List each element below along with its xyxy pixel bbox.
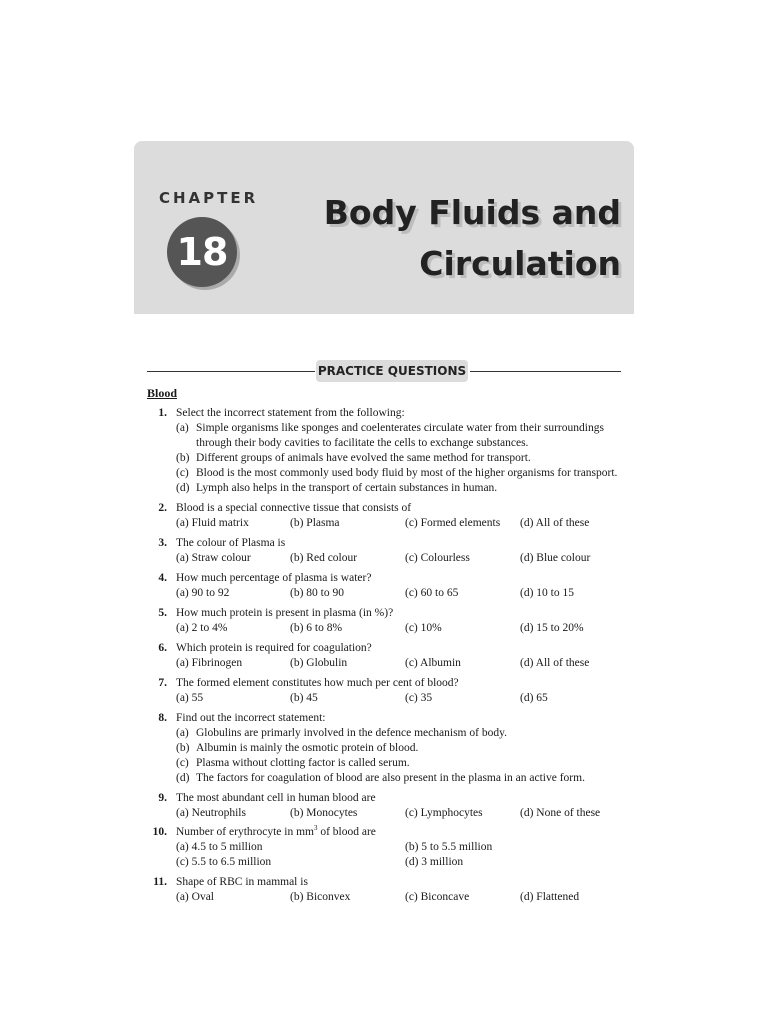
option-label: (d) xyxy=(520,807,534,819)
option-c xyxy=(405,691,432,706)
option-label: (c) xyxy=(405,552,418,564)
question-number: 3. xyxy=(158,537,167,549)
option-label: (c) xyxy=(176,467,189,479)
option-b xyxy=(290,806,357,821)
option-label: (b) xyxy=(290,657,304,669)
option-label: (b) xyxy=(290,622,304,634)
chapter-number: 18 xyxy=(176,230,228,274)
option-label: (c) xyxy=(405,517,418,529)
question-stem xyxy=(176,825,376,840)
option-text: The factors for coagulation of blood are also present in the plasma in an active form. xyxy=(196,772,585,784)
option-label: (d) xyxy=(176,772,190,784)
option-label: (b) xyxy=(290,891,304,903)
option-label: (a) xyxy=(176,727,189,739)
question-stem: How much protein is present in plasma (in %)? xyxy=(176,607,394,619)
option-label: (c) xyxy=(176,856,189,868)
banner-rule-left xyxy=(147,371,315,372)
question-number: 8. xyxy=(158,712,167,724)
option-a xyxy=(176,586,229,601)
option-b xyxy=(290,656,347,671)
option-b xyxy=(290,890,350,905)
option-c xyxy=(405,656,461,671)
option-b xyxy=(290,586,344,601)
option-label: (a) xyxy=(176,657,189,669)
banner-rule-right xyxy=(470,371,621,372)
option-text: Fibrinogen xyxy=(191,657,243,669)
option-text: Lymph also helps in the transport of certain substances in human. xyxy=(196,482,498,494)
option-text: Biconvex xyxy=(306,891,351,903)
option-text: 35 xyxy=(420,692,433,704)
option-b xyxy=(405,840,492,855)
option-a xyxy=(176,656,242,671)
section-heading: Blood xyxy=(147,386,178,400)
option-label: (b) xyxy=(176,742,190,754)
option-label: (d) xyxy=(520,692,534,704)
option-label: (c) xyxy=(405,807,418,819)
option-label: (d) xyxy=(520,587,534,599)
option-label: (d) xyxy=(520,517,534,529)
option-text: All of these xyxy=(535,517,590,529)
option-label: (b) xyxy=(405,841,419,853)
question-number: 1. xyxy=(158,407,167,419)
practice-questions-banner: PRACTICE QUESTIONS xyxy=(316,360,468,382)
option-label: (b) xyxy=(290,692,304,704)
option-c xyxy=(405,890,469,905)
option-text: Straw colour xyxy=(191,552,251,564)
option-c xyxy=(405,586,458,601)
option-label: (c) xyxy=(405,622,418,634)
question-number: 4. xyxy=(158,572,167,584)
option-a xyxy=(176,621,227,636)
option-text: None of these xyxy=(536,807,601,819)
option-label: (a) xyxy=(176,807,189,819)
option-text: Blood is the most commonly used body fluid by most of the higher organisms for transport. xyxy=(196,467,618,479)
option-label: (b) xyxy=(290,552,304,564)
option-text: Simple organisms like sponges and coelenterates circulate water from their surroundings through their body cavities to facilitate the cells to exchange substances. xyxy=(196,422,604,449)
question-number: 5. xyxy=(158,607,167,619)
option-text: Albumin is mainly the osmotic protein of blood. xyxy=(196,742,419,754)
question-number: 10. xyxy=(152,826,167,838)
option-text: 5 to 5.5 million xyxy=(421,841,493,853)
option-a xyxy=(176,890,214,905)
option-text: Blue colour xyxy=(536,552,591,564)
option-a xyxy=(176,516,249,531)
option-d xyxy=(520,890,579,905)
option-label: (b) xyxy=(290,807,304,819)
question-stem: How much percentage of plasma is water? xyxy=(176,572,372,584)
option-label: (c) xyxy=(405,657,418,669)
option-label: (c) xyxy=(405,587,418,599)
option-text: 3 million xyxy=(421,856,464,868)
question-stem: The most abundant cell in human blood are xyxy=(176,792,376,804)
option-text: 55 xyxy=(191,692,204,704)
question-number: 2. xyxy=(158,502,167,514)
option-c xyxy=(176,855,271,870)
question-stem: The colour of Plasma is xyxy=(176,537,286,549)
option-d xyxy=(520,621,584,636)
option-c xyxy=(405,806,483,821)
option-c xyxy=(405,516,500,531)
question-stem: Which protein is required for coagulation? xyxy=(176,642,372,654)
option-text: Monocytes xyxy=(306,807,358,819)
stem-superscript: 3 xyxy=(313,824,318,833)
option-label: (a) xyxy=(176,517,189,529)
option-d xyxy=(520,806,600,821)
option-text: Colourless xyxy=(420,552,470,564)
option-b xyxy=(290,516,340,531)
option-text: Globulin xyxy=(306,657,348,669)
option-d xyxy=(520,586,574,601)
option-text: Flattened xyxy=(536,891,580,903)
option-text: 4.5 to 5 million xyxy=(191,841,263,853)
option-d xyxy=(520,656,589,671)
option-text: Biconcave xyxy=(420,891,470,903)
chapter-title-line-2: Circulation xyxy=(419,244,621,283)
option-a xyxy=(176,691,203,706)
option-text: Oval xyxy=(191,891,214,903)
option-a xyxy=(176,840,263,855)
option-label: (d) xyxy=(520,891,534,903)
question-stem: Shape of RBC in mammal is xyxy=(176,876,308,888)
stem-text: Number of erythrocyte in mm xyxy=(176,826,314,838)
option-text: 10 to 15 xyxy=(536,587,574,599)
option-text: Fluid matrix xyxy=(191,517,249,529)
question-stem: Select the incorrect statement from the following: xyxy=(176,407,405,419)
option-a xyxy=(176,551,251,566)
option-label: (a) xyxy=(176,692,189,704)
option-label: (a) xyxy=(176,891,189,903)
option-label: (c) xyxy=(405,692,418,704)
chapter-title-line-1: Body Fluids and xyxy=(323,193,621,232)
option-text: Plasma xyxy=(306,517,340,529)
option-a xyxy=(176,806,246,821)
question-number: 7. xyxy=(158,677,167,689)
option-text: 65 xyxy=(536,692,548,704)
option-d xyxy=(405,855,463,870)
option-label: (a) xyxy=(176,841,189,853)
option-text: 90 to 92 xyxy=(191,587,230,599)
option-label: (d) xyxy=(520,552,534,564)
option-b xyxy=(290,621,342,636)
question-stem: The formed element constitutes how much per cent of blood? xyxy=(176,677,459,689)
question-stem: Blood is a special connective tissue that consists of xyxy=(176,502,412,514)
option-text: Red colour xyxy=(306,552,358,564)
option-label: (b) xyxy=(290,587,304,599)
option-label: (c) xyxy=(405,891,418,903)
option-text: Different groups of animals have evolved the same method for transport. xyxy=(196,452,531,464)
option-text: Plasma without clotting factor is called serum. xyxy=(196,757,410,769)
option-label: (c) xyxy=(176,757,189,769)
option-text: 60 to 65 xyxy=(420,587,459,599)
option-c xyxy=(405,621,442,636)
option-d xyxy=(520,691,548,706)
option-text: 80 to 90 xyxy=(306,587,344,599)
option-label: (b) xyxy=(176,452,190,464)
chapter-number-badge xyxy=(167,217,237,287)
option-text: Albumin xyxy=(420,657,461,669)
option-text: 5.5 to 6.5 million xyxy=(191,856,272,868)
option-label: (d) xyxy=(520,622,534,634)
option-text: Neutrophils xyxy=(191,807,246,819)
option-label: (a) xyxy=(176,552,189,564)
question-number: 11. xyxy=(153,876,167,888)
option-text: Globulins are primarly involved in the defence mechanism of body. xyxy=(196,727,507,739)
option-d xyxy=(520,551,590,566)
option-label: (a) xyxy=(176,422,189,434)
option-text: 45 xyxy=(306,692,318,704)
option-label: (a) xyxy=(176,587,189,599)
option-label: (a) xyxy=(176,622,189,634)
option-text: Formed elements xyxy=(420,517,501,529)
stem-text: of blood are xyxy=(317,826,376,838)
option-text: 15 to 20% xyxy=(536,622,584,634)
option-label: (d) xyxy=(520,657,534,669)
chapter-label: CHAPTER xyxy=(159,189,259,207)
option-text: All of these xyxy=(535,657,590,669)
option-c xyxy=(405,551,470,566)
option-b xyxy=(290,551,357,566)
question-number: 9. xyxy=(158,792,167,804)
option-text: 2 to 4% xyxy=(191,622,228,634)
option-label: (b) xyxy=(290,517,304,529)
option-b xyxy=(290,691,318,706)
question-stem: Find out the incorrect statement: xyxy=(176,712,326,724)
option-text: Lymphocytes xyxy=(420,807,483,819)
option-text: 6 to 8% xyxy=(306,622,343,634)
question-number: 6. xyxy=(158,642,167,654)
option-label: (d) xyxy=(176,482,190,494)
option-text: 10% xyxy=(420,622,442,634)
option-d xyxy=(520,516,589,531)
option-label: (d) xyxy=(405,856,419,868)
